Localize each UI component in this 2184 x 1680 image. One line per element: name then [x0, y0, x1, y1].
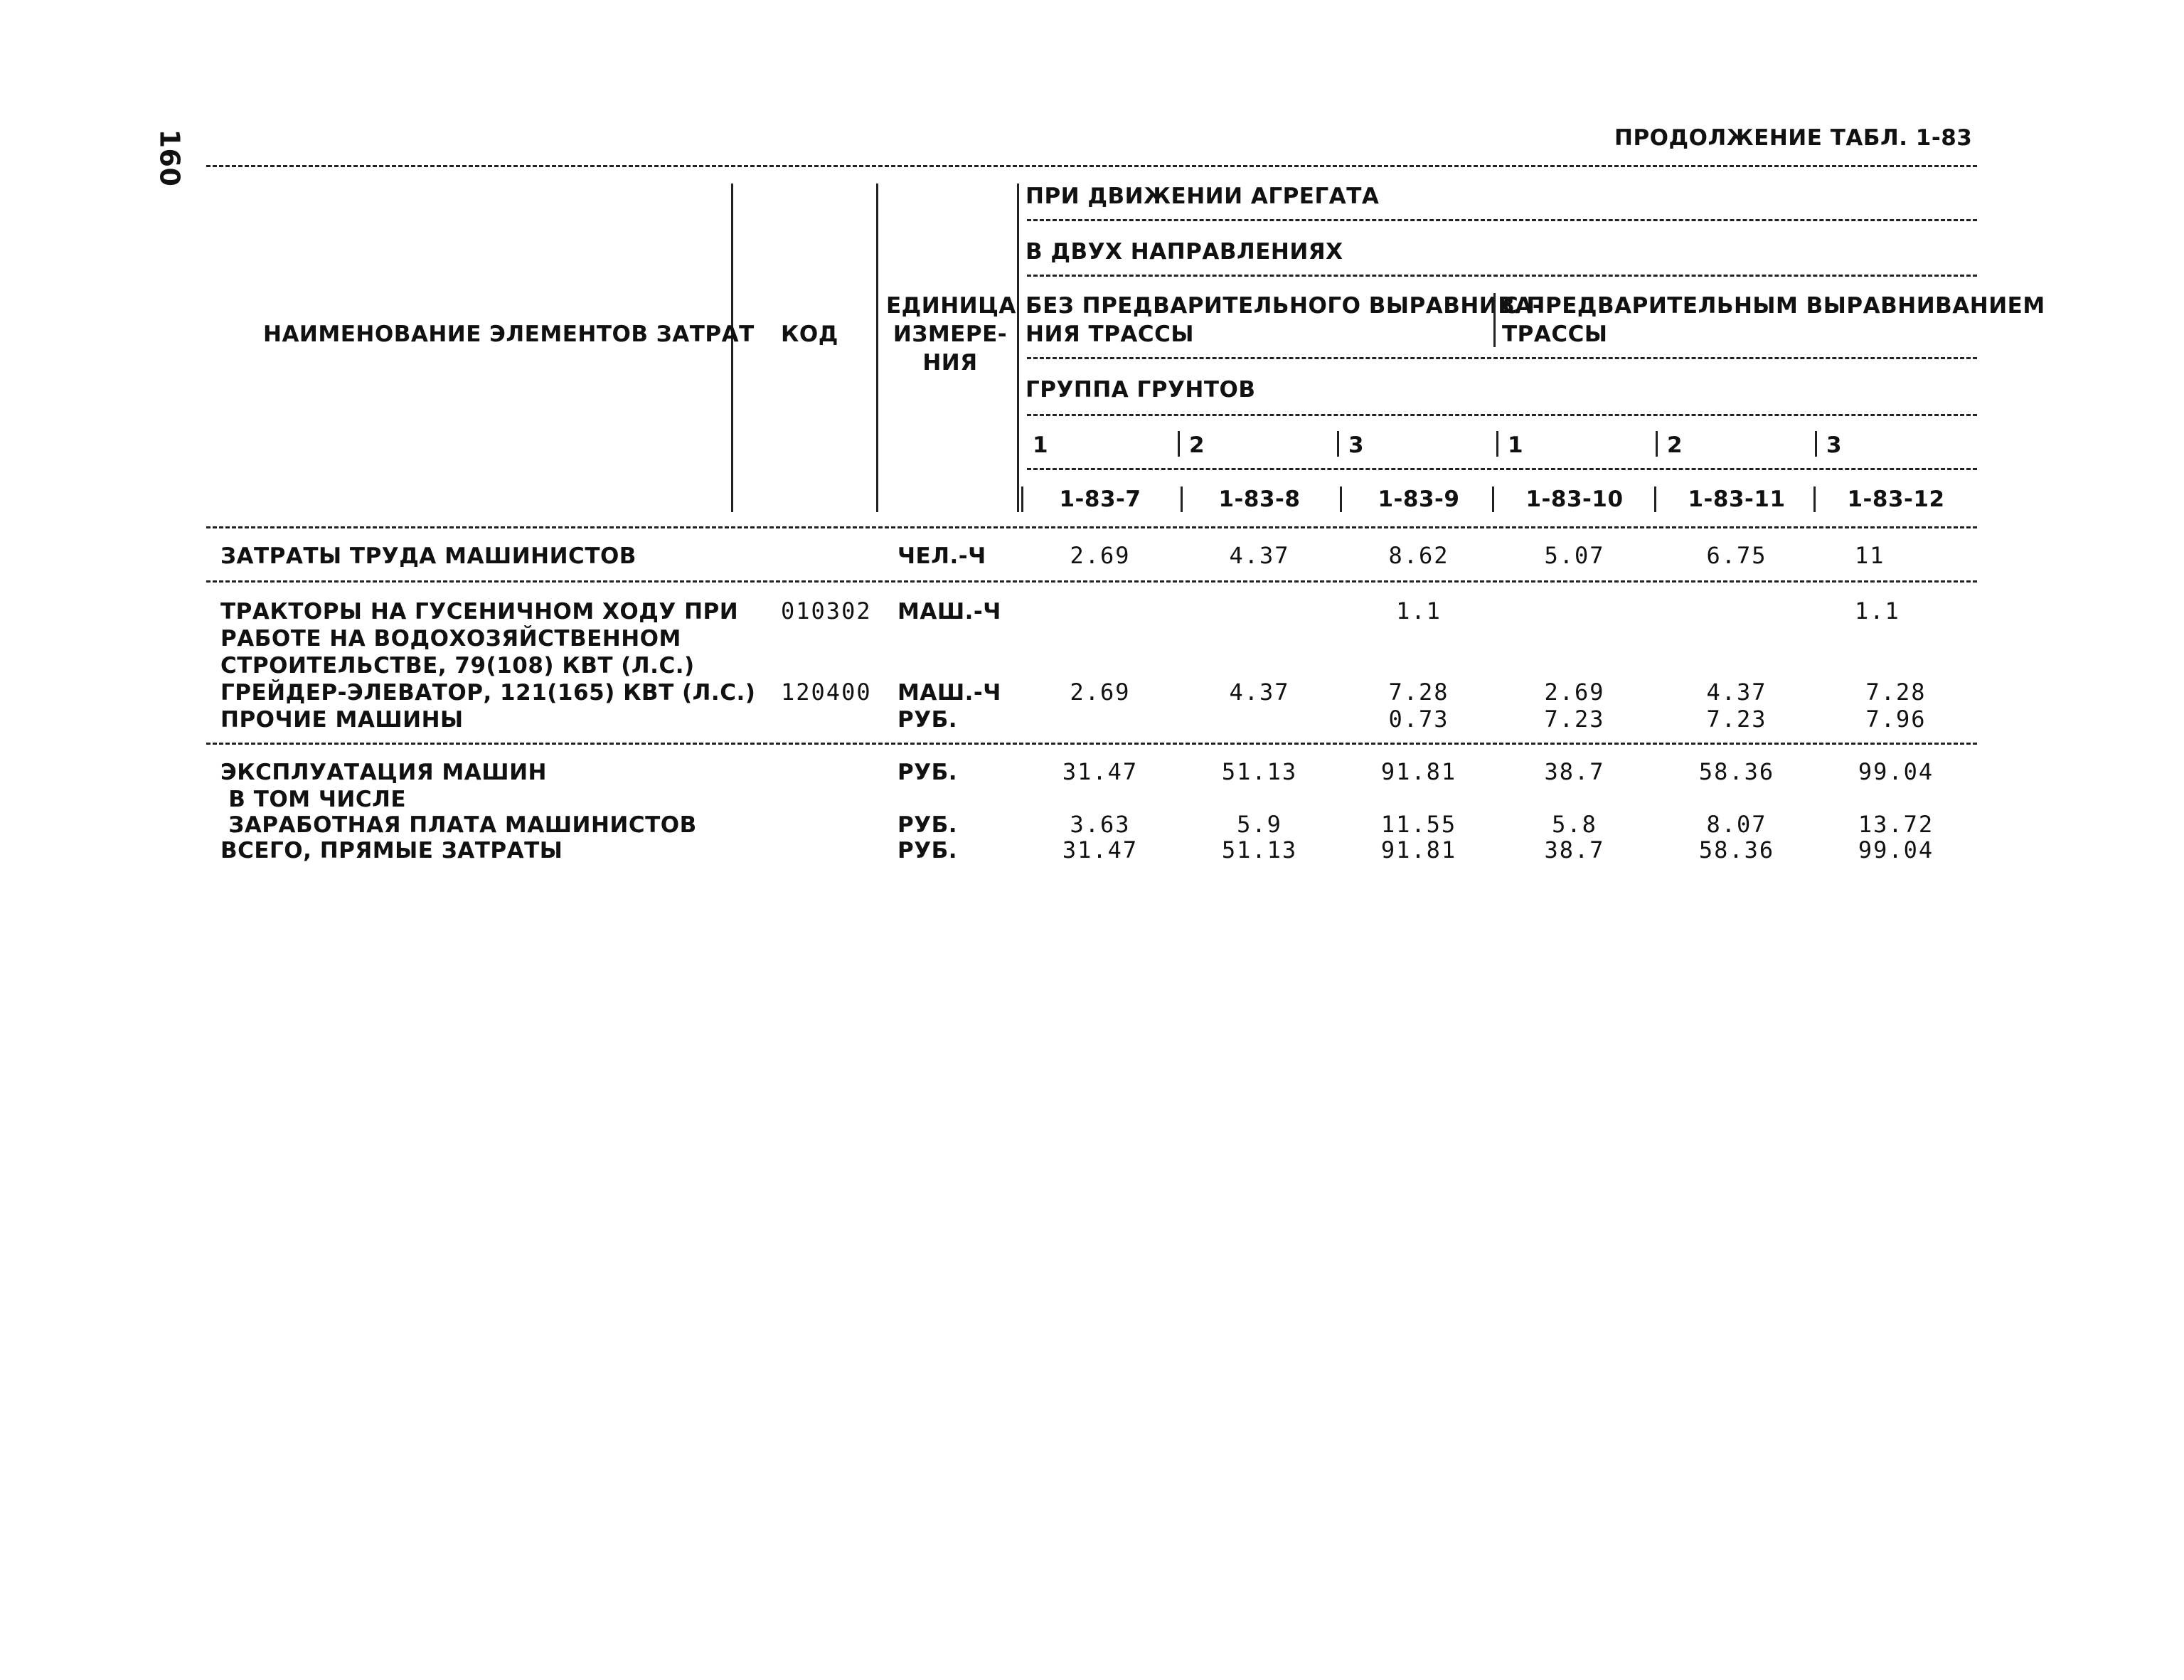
row-value: 8.62 [1388, 542, 1449, 569]
header-separator-name [731, 184, 733, 512]
norm-code-3: 1-83-9 [1378, 487, 1460, 512]
group-separator [1337, 431, 1339, 457]
header-divider-2 [1027, 275, 1977, 277]
row-value: 31.47 [1062, 758, 1139, 785]
header-level1: ПРИ ДВИЖЕНИИ АГРЕГАТА [1026, 184, 1380, 209]
row-value: 8.07 [1706, 811, 1767, 838]
row-value: 4.37 [1706, 679, 1767, 706]
group-6: 3 [1826, 432, 1843, 458]
row-name: ЭКСПЛУАТАЦИЯ МАШИН [220, 760, 547, 785]
header-divider-4 [1027, 414, 1977, 416]
row-code: 010302 [781, 597, 872, 624]
row-value: 4.37 [1229, 679, 1290, 706]
row-name: ПРОЧИЕ МАШИНЫ [220, 707, 464, 733]
row-unit: РУБ. [897, 812, 958, 838]
row-value: 91.81 [1380, 758, 1457, 785]
page-number: 160 [154, 129, 186, 187]
row-value: 99.04 [1858, 836, 1934, 863]
norm-code-4: 1-83-10 [1525, 487, 1624, 512]
header-unit-line-2: ИЗМЕРЕ- [893, 321, 1008, 347]
row-value: 5.9 [1237, 811, 1282, 838]
header-level3-left-1: БЕЗ ПРЕДВАРИТЕЛЬНОГО ВЫРАВНИВА- [1026, 293, 1543, 319]
row-value: 7.28 [1388, 679, 1449, 706]
row-value: 2.69 [1070, 679, 1131, 706]
row-value: 4.37 [1229, 542, 1290, 569]
header-divider-3 [1027, 357, 1977, 359]
section-divider [206, 743, 1977, 745]
header-unit-line-1: ЕДИНИЦА [886, 293, 1016, 319]
header-separator-unit [1017, 184, 1019, 512]
norm-code-6: 1-83-12 [1847, 487, 1945, 512]
row-value: 13.72 [1858, 811, 1934, 838]
header-code-column: КОД [781, 321, 838, 347]
row-unit: РУБ. [897, 838, 958, 863]
row-value: 6.75 [1706, 542, 1767, 569]
row-value: 1.1 [1855, 597, 1900, 624]
group-separator [1178, 431, 1180, 457]
header-bottom-border [206, 526, 1977, 528]
code-separator [1654, 487, 1656, 512]
group-1: 1 [1033, 432, 1049, 458]
row-value: 7.23 [1706, 706, 1767, 733]
group-separator [1496, 431, 1498, 457]
group-3: 3 [1348, 432, 1365, 458]
row-unit: РУБ. [897, 707, 958, 733]
row-value: 31.47 [1062, 836, 1139, 863]
row-name: ГРЕЙДЕР-ЭЛЕВАТОР, 121(165) КВТ (Л.С.) [220, 680, 756, 706]
norm-code-1: 1-83-7 [1059, 487, 1141, 512]
group-2: 2 [1189, 432, 1205, 458]
row-value: 51.13 [1221, 836, 1298, 863]
row-name: ЗАТРАТЫ ТРУДА МАШИНИСТОВ [220, 543, 636, 569]
code-separator [1340, 487, 1342, 512]
code-separator [1181, 487, 1183, 512]
row-unit: МАШ.-Ч [897, 599, 1001, 624]
header-level3-right-2: ТРАССЫ [1502, 321, 1608, 347]
row-value: 7.28 [1865, 679, 1927, 706]
section-divider [206, 580, 1977, 583]
table-top-border [206, 165, 1977, 167]
header-level4: ГРУППА ГРУНТОВ [1026, 377, 1256, 403]
row-code: 120400 [781, 679, 872, 706]
row-name: ЗАРАБОТНАЯ ПЛАТА МАШИНИСТОВ [220, 812, 697, 838]
row-value: 11 [1855, 542, 1885, 569]
row-value: 2.69 [1544, 679, 1605, 706]
row-name: РАБОТЕ НА ВОДОХОЗЯЙСТВЕННОМ [220, 626, 681, 652]
row-value: 38.7 [1544, 836, 1605, 863]
header-divider-1 [1027, 219, 1977, 221]
row-value: 5.8 [1552, 811, 1597, 838]
group-4: 1 [1508, 432, 1524, 458]
row-value: 1.1 [1396, 597, 1442, 624]
row-value: 5.07 [1544, 542, 1605, 569]
row-value: 58.36 [1698, 758, 1775, 785]
row-value: 7.23 [1544, 706, 1605, 733]
row-unit: ЧЕЛ.-Ч [897, 543, 986, 569]
row-name: СТРОИТЕЛЬСТВЕ, 79(108) КВТ (Л.С.) [220, 653, 695, 679]
code-separator [1021, 487, 1023, 512]
header-level3-right-1: С ПРЕДВАРИТЕЛЬНЫМ ВЫРАВНИВАНИЕМ [1502, 293, 2045, 319]
row-value: 2.69 [1070, 542, 1131, 569]
header-name-column: НАИМЕНОВАНИЕ ЭЛЕМЕНТОВ ЗАТРАТ [263, 321, 755, 347]
row-value: 0.73 [1388, 706, 1449, 733]
row-value: 7.96 [1865, 706, 1927, 733]
row-value: 3.63 [1070, 811, 1131, 838]
header-divider-5 [1027, 468, 1977, 470]
row-value: 91.81 [1380, 836, 1457, 863]
row-name: ВСЕГО, ПРЯМЫЕ ЗАТРАТЫ [220, 838, 563, 863]
row-value: 99.04 [1858, 758, 1934, 785]
norm-code-2: 1-83-8 [1218, 487, 1301, 512]
code-separator [1813, 487, 1816, 512]
row-value: 51.13 [1221, 758, 1298, 785]
code-separator [1492, 487, 1494, 512]
header-unit-line-3: НИЯ [922, 350, 978, 376]
row-value: 38.7 [1544, 758, 1605, 785]
row-value: 11.55 [1380, 811, 1457, 838]
table-caption: ПРОДОЛЖЕНИЕ ТАБЛ. 1-83 [1614, 125, 1973, 151]
row-unit: РУБ. [897, 760, 958, 785]
group-separator [1815, 431, 1817, 457]
row-name: ТРАКТОРЫ НА ГУСЕНИЧНОМ ХОДУ ПРИ [220, 599, 739, 624]
header-level3-left-2: НИЯ ТРАССЫ [1026, 321, 1195, 347]
row-value: 58.36 [1698, 836, 1775, 863]
row-name: В ТОМ ЧИСЛЕ [220, 787, 407, 812]
header-separator-code [876, 184, 878, 512]
group-separator [1656, 431, 1658, 457]
group-5: 2 [1667, 432, 1683, 458]
header-level2: В ДВУХ НАПРАВЛЕНИЯХ [1026, 239, 1343, 265]
header-level3-separator [1493, 293, 1496, 347]
norm-code-5: 1-83-11 [1688, 487, 1786, 512]
row-unit: МАШ.-Ч [897, 680, 1001, 706]
